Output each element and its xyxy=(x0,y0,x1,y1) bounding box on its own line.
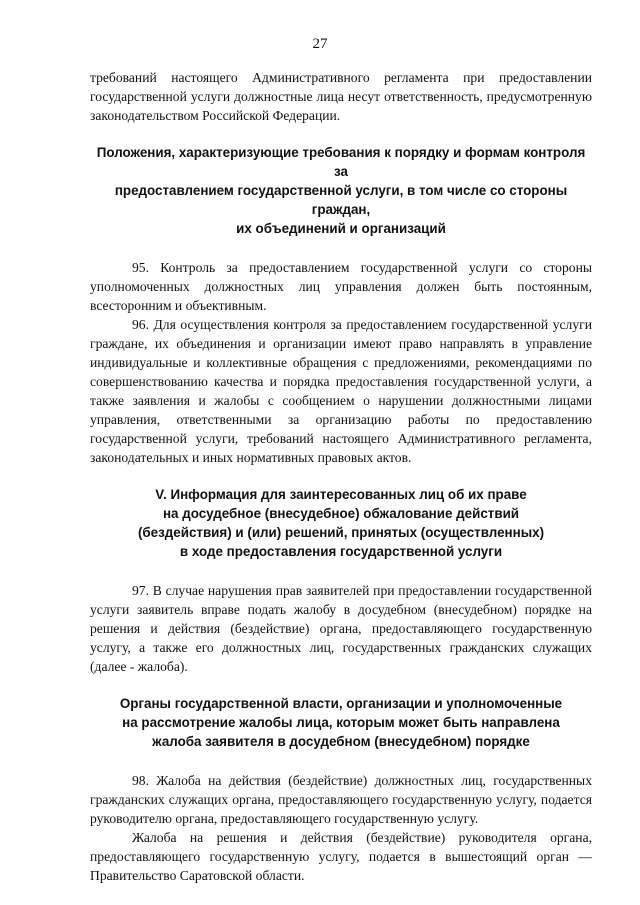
heading-line: предоставлением государственной услуги, в том числе со стороны граждан, xyxy=(114,183,568,217)
heading-line: (бездействия) и (или) решений, принятых (осуществленных) xyxy=(137,525,545,540)
heading-line: в ходе предоставления государственной услуги xyxy=(179,544,503,559)
section-heading-authorities xyxy=(90,694,592,751)
paragraph-95: 95. Контроль за предоставлением государственной услуги со стороны уполномоченных должностных лиц управления должен быть постоянным, всесторонним и объективным. xyxy=(90,260,592,313)
section-heading-control xyxy=(90,143,592,238)
heading-line: V. Информация для заинтересованных лиц об их праве xyxy=(155,487,527,502)
paragraph-intro: требований настоящего Административного регламента при предоставлении государственной услуги должностные лица несут ответственность, предусмотренную законодательством Российской Федерации. xyxy=(90,70,592,123)
heading-line: на рассмотрение жалобы лица, которым может быть направлена xyxy=(122,715,560,730)
paragraph-98-continued: Жалоба на решения и действия (бездействие) руководителя органа, предоставляющего государственную услугу, подается в вышестоящий орган — Правительство Саратовской области. xyxy=(90,830,592,883)
heading-line: Органы государственной власти, организации и уполномоченные xyxy=(119,696,563,711)
paragraph-96: 96. Для осуществления контроля за предоставлением государственной услуги граждане, их объединения и организации имеют право направлять в управление индивидуальные и коллективные обращения с предложениями, рекомендациями по совершенствованию качества и порядка предоставления государственной услуги, а также заявления и жалобы с сообщением о нарушении должностными лицами управления, ответственными за организацию работы по предоставлению государственной услуги, требований настоящего Административного регламента, законодательных и иных нормативных правовых актов. xyxy=(90,317,592,465)
document-body xyxy=(90,68,592,885)
heading-line: их объединений и организаций xyxy=(236,221,446,236)
paragraph-97: 97. В случае нарушения прав заявителей при предоставлении государственной услуги заявитель вправе подать жалобу в досудебном (внесудебном) порядке на решения и действия (бездействие) органа, предоставляющего государственную услугу, а также его должностных лиц, государственных гражданских служащих (далее - жалоба). xyxy=(90,583,592,674)
heading-line: жалоба заявителя в досудебном (внесудебном) порядке xyxy=(152,734,530,749)
paragraph-98: 98. Жалоба на действия (бездействие) должностных лиц, государственных гражданских служащих органа, предоставляющего государственную услугу, подается руководителю органа, предоставляющего государственную услугу. xyxy=(90,773,592,826)
section-heading-v xyxy=(90,485,592,561)
page-number: 27 xyxy=(312,36,328,52)
heading-line: Положения, характеризующие требования к порядку и формам контроля за xyxy=(96,145,586,179)
heading-line: на досудебное (внесудебное) обжалование действий xyxy=(162,506,520,521)
